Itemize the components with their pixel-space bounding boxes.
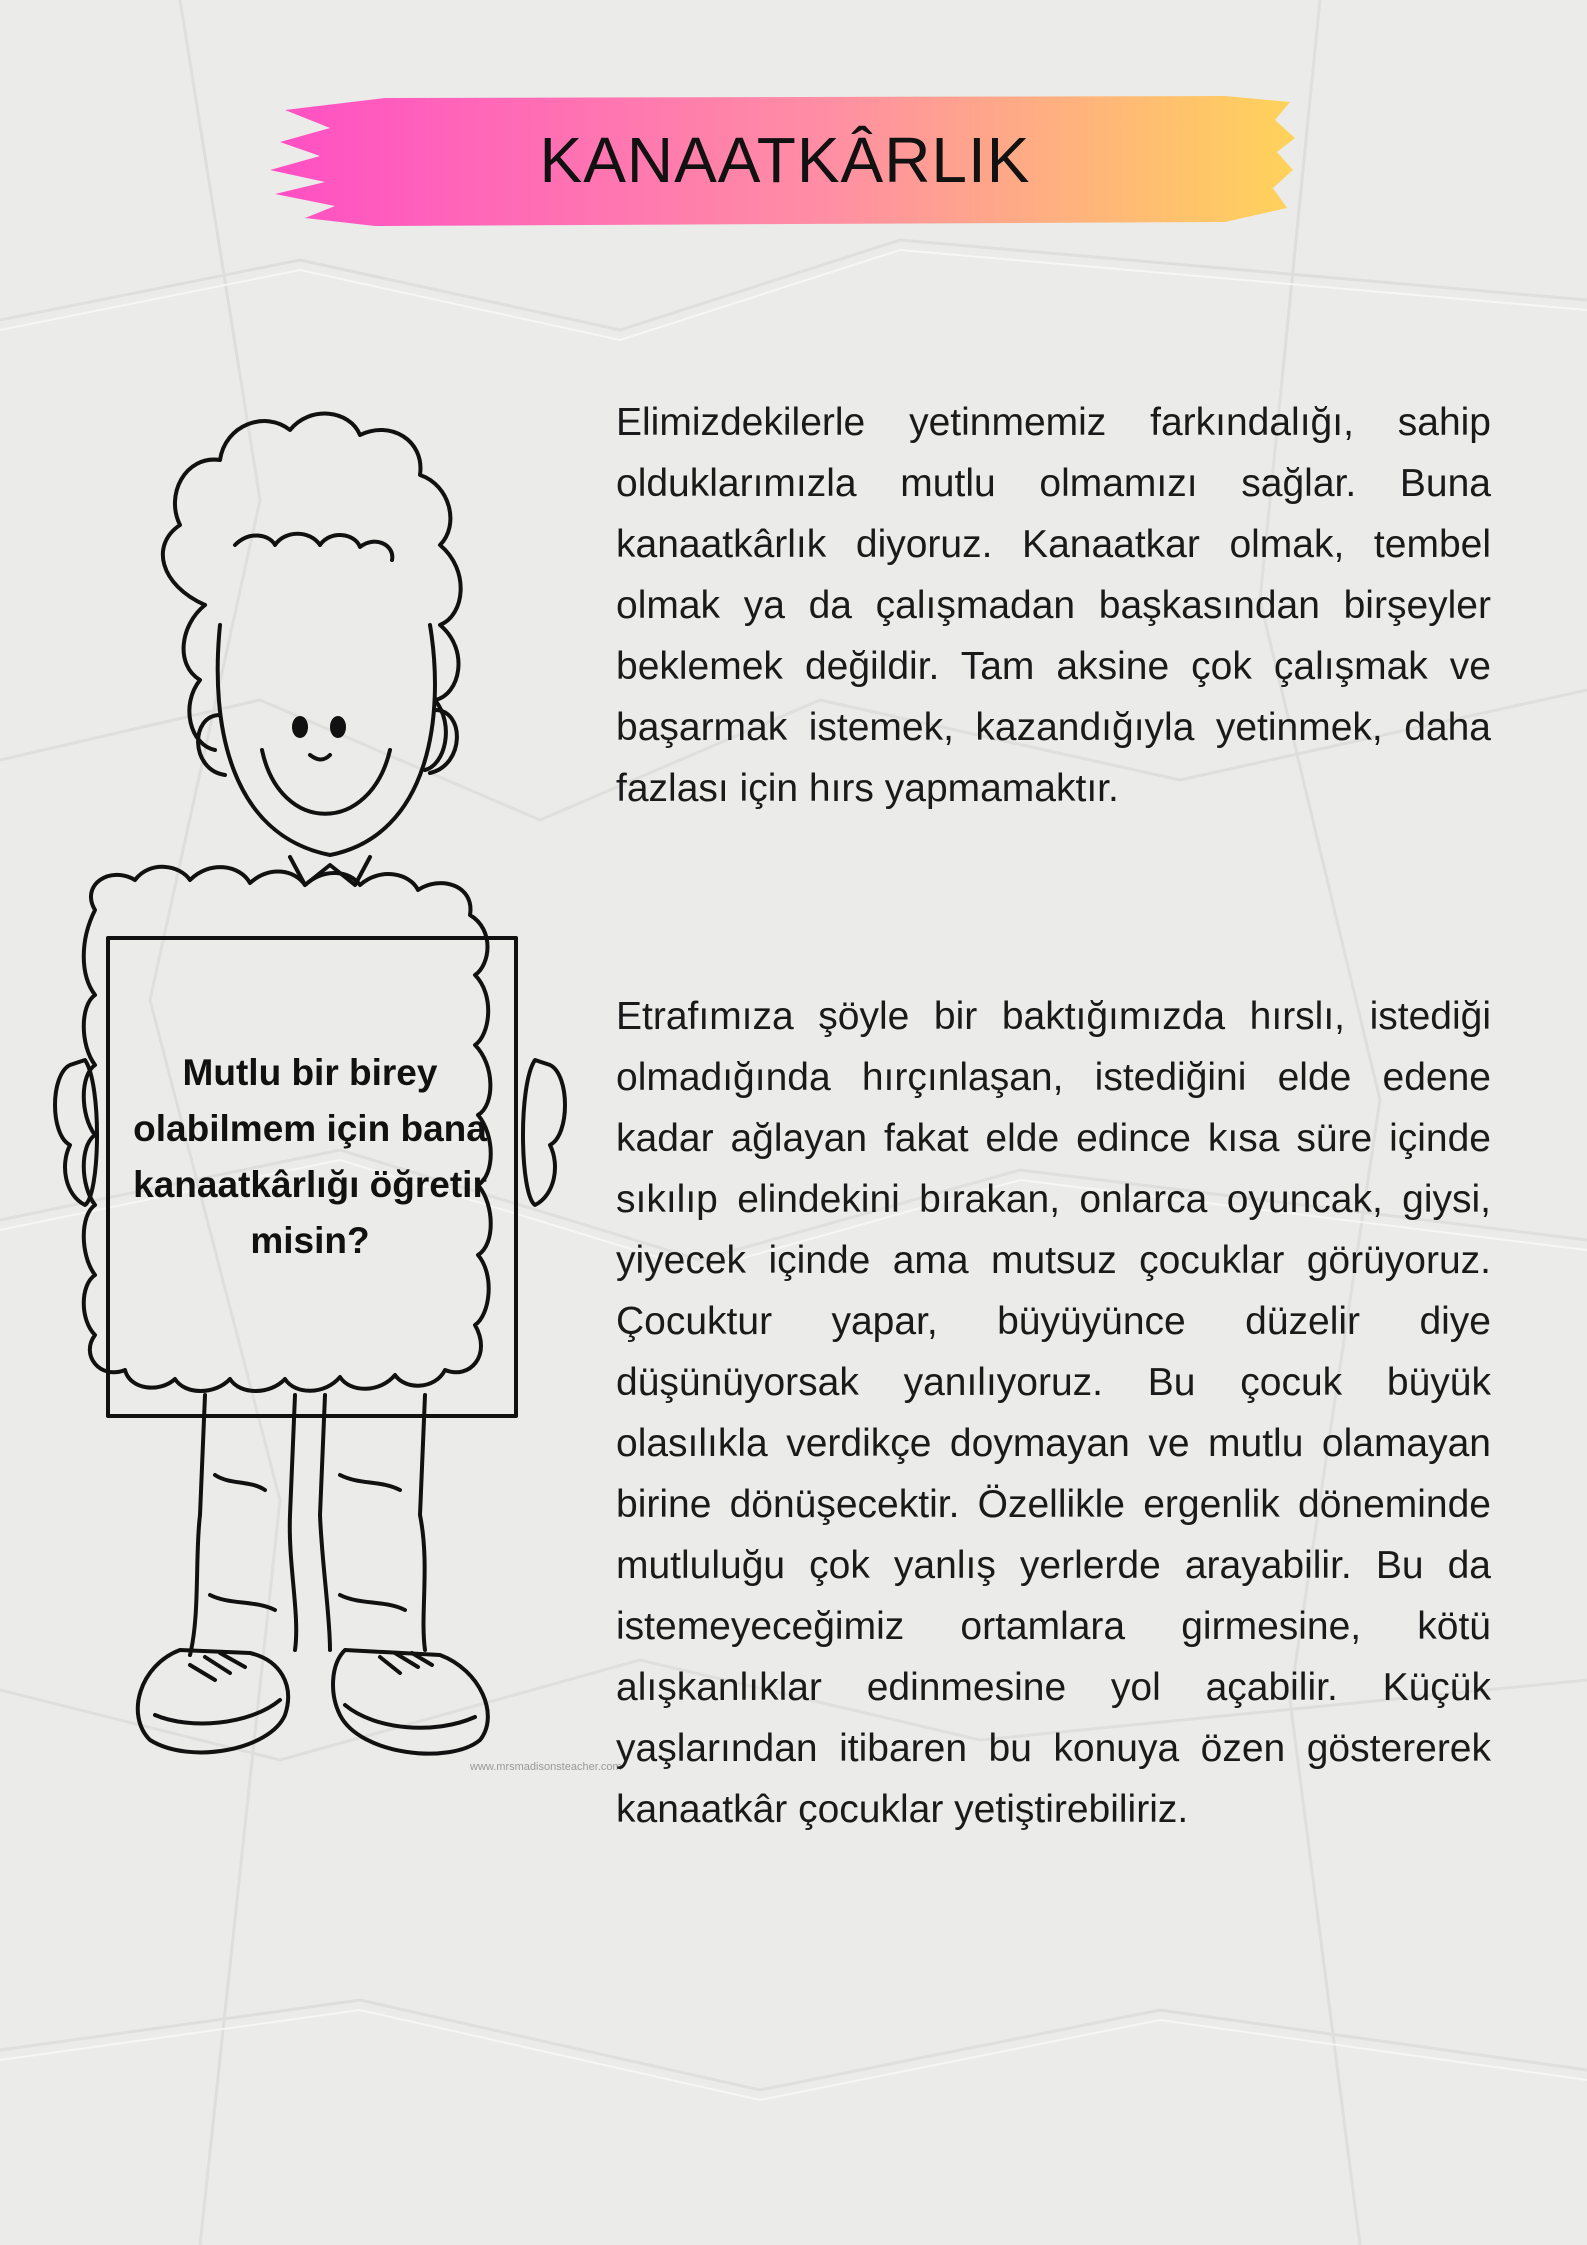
paragraph-observation: Etrafımıza şöyle bir baktığımızda hırslı, istediği olmadığında hırçınlaşan, istediğini elde edene kadar ağlayan fakat elde edince kısa süre içinde sıkılıp elindekini bırakan, onlarca oyuncak, giysi, yiyecek içinde ama mutsuz çocuklar görüyoruz. Çocuktur yapar, büyüyünce düzelir diye düşünüyorsak yanılıyoruz. Bu çocuk büyük olasılıkla verdikçe doymayan ve mutlu olamayan birine dönüşecektir. Özellikle ergenlik döneminde mutluluğu çok yanlış yerlerde arayabilir. Bu da istemeyeceğimiz ortamlara girmesine, kötü alışkanlıklar edinmesine yol açabilir. Küçük yaşlarından itibaren bu konuya özen göstererek kanaatkâr çocuklar yetiştirebiliriz. [616,995,1491,1831]
sign-text: Mutlu bir birey olabilmem için bana kanaatkârlığı öğretir misin? [133,1052,487,1261]
left-shoe [138,1650,288,1752]
page-title: KANAATKÂRLIK [539,124,1031,196]
title-banner [265,90,1305,230]
hair [163,414,461,770]
right-shoe [333,1650,488,1754]
watermark: www.mrsmadisonsteacher.com [470,1761,622,1773]
face [218,625,435,855]
paragraph-intro: Elimizdekilerle yetinmemiz farkındalığı, sahip olduklarımızla mutlu olmamızı sağlar. Buna kanaatkârlık diyoruz. Kanaatkar olmak, tembel olmak ya da çalışmadan başkasından birşeyler beklemek değildir. Tam aksine çok çalışmak ve başarmak istemek, kazandığıyla yetinmek, daha fazlası için hırs yapmamaktır. [616,401,1491,810]
trousers [190,1395,205,1655]
